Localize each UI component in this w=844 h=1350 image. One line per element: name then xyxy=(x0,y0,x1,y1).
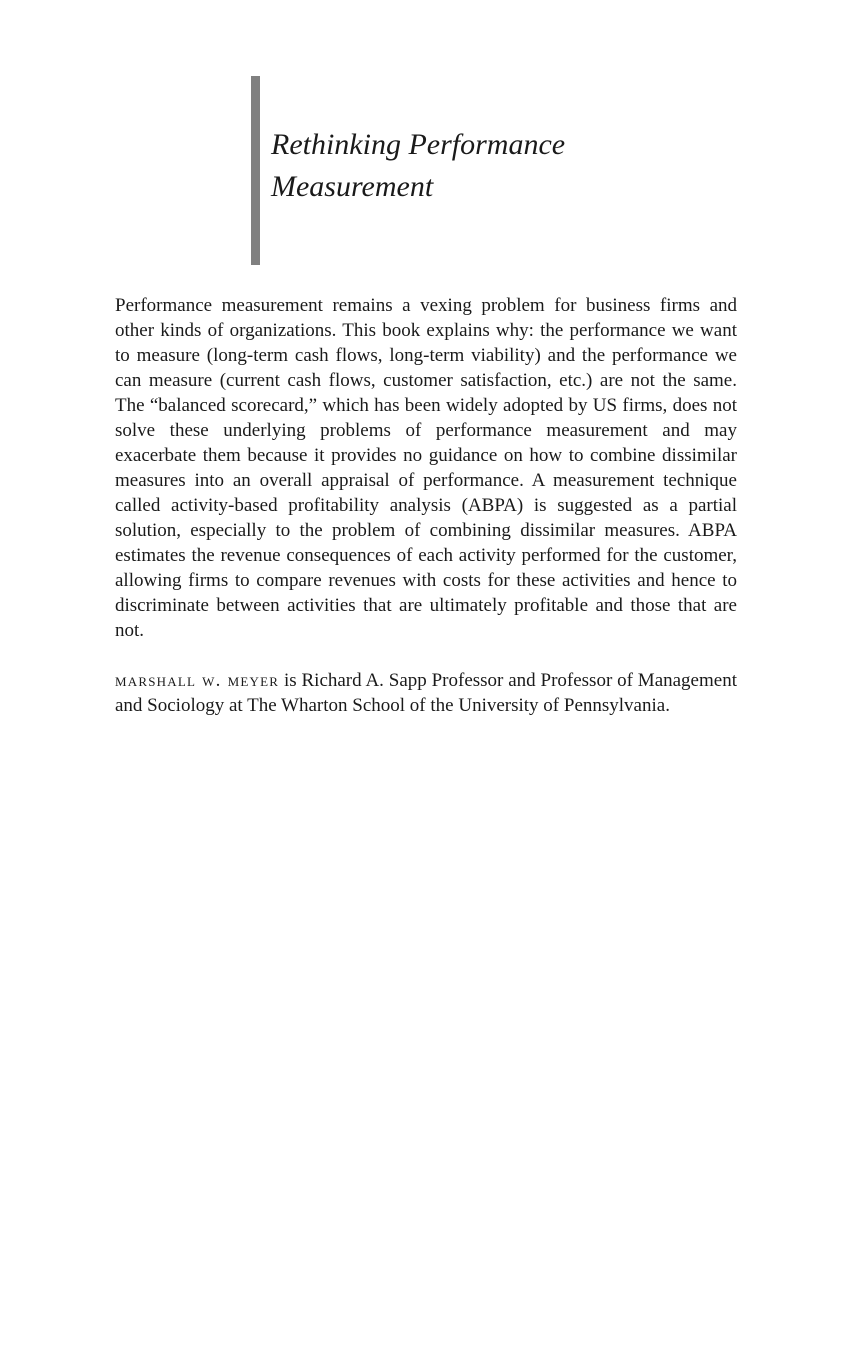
book-title xyxy=(271,124,751,208)
book-title-line-1: Rethinking Performance xyxy=(271,128,566,161)
author-bio-text: is Richard A. Sapp Professor and Professor of Management and Sociology at The Wharton School of the University of Pennsylvania. xyxy=(115,670,737,716)
author-name: marshall w. meyer xyxy=(115,670,280,691)
book-description: Performance measurement remains a vexing problem for business firms and other kinds of organizations. This book explains why: the performance we want to measure (long-term cash flows, long-term viability) and the performance we can measure (current cash flows, customer satisfaction, etc.) are not the same. The “balanced scorecard,” which has been widely adopted by US firms, does not solve these underlying problems of performance measurement and may exacerbate them because it provides no guidance on how to combine dissimilar measures into an overall appraisal of performance. A measurement technique called activity-based profitability analysis (ABPA) is suggested as a partial solution, especially to the problem of combining dissimilar measures. ABPA estimates the revenue consequences of each activity performed for the customer, allowing firms to compare revenues with costs for these activities and hence to discriminate between activities that are ultimately profitable and those that are not. xyxy=(115,295,737,641)
book-title-line-2: Measurement xyxy=(271,170,434,203)
title-accent-bar xyxy=(251,76,260,265)
author-bio xyxy=(115,668,737,718)
